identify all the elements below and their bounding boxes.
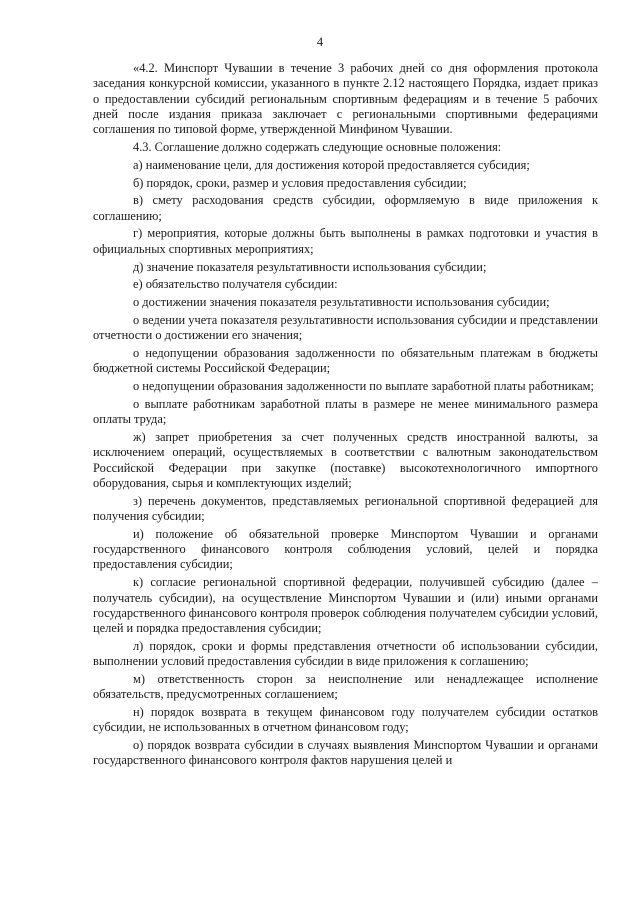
paragraph-4-2: «4.2. Минспорт Чувашии в течение 3 рабочих дней со дня оформления протокола заседания конкурсной комиссии, указанного в пункте 2.12 настоящего Порядка, издает приказ о предоставлении субсидий региональным спортивным федерациям и в течение 5 рабочих дней после издания приказа заключает с региональными спортивными федерациями соглашения по типовой форме, утвержденной Минфином Чувашии.: [93, 61, 598, 137]
list-item-n: н) порядок возврата в текущем финансовом году получателем субсидии остатков субсидии, не использованных в отчетном финансовом году;: [93, 705, 598, 735]
list-item-v: в) смету расходования средств субсидии, оформляемую в виде приложения к соглашению;: [93, 193, 598, 223]
list-item-z: з) перечень документов, представляемых региональной спортивной федерацией для получения субсидии;: [93, 493, 598, 524]
list-item-g: г) мероприятия, которые должны быть выполнены в рамках подготовки и участия в официальных спортивных мероприятиях;: [93, 226, 598, 256]
list-item-i: и) положение об обязательной проверке Минспортом Чувашии и органами государственного финансового контроля соблюдения условий, целей и порядка предоставления субсидии;: [93, 526, 598, 572]
list-item-m: м) ответственность сторон за неисполнение или ненадлежащее исполнение обязательств, предусмотренных соглашением;: [93, 671, 598, 702]
list-item-k: к) согласие региональной спортивной федерации, получившей субсидию (далее – получатель субсидии), на осуществление Минспортом Чувашии и (или) иными органами государственного финансового контроля проверок соблюдения получателем субсидии условий, целей и порядка предоставления субсидии;: [93, 575, 598, 636]
list-item-b: б) порядок, сроки, размер и условия предоставления субсидии;: [133, 175, 467, 190]
list-item-e: е) обязательство получателя субсидии:: [133, 277, 338, 292]
list-item-o: о) порядок возврата субсидии в случаях выявления Минспортом Чувашии и органами государственного финансового контроля фактов нарушения целей и: [93, 738, 598, 768]
obligation-item-3: о недопущении образования задолженности по обязательным платежам в бюджеты бюджетной системы Российской Федерации;: [93, 346, 598, 376]
list-item-a: а) наименование цели, для достижения которой предоставляется субсидия;: [133, 157, 530, 172]
list-item-l: л) порядок, сроки и формы представления отчетности об использовании субсидии, выполнении условий предоставления субсидии в виде приложения к соглашению;: [93, 638, 598, 669]
paragraph-4-3: 4.3. Соглашение должно содержать следующие основные положения:: [133, 139, 502, 154]
obligation-item-5: о выплате работникам заработной платы в размере не менее минимального размера оплаты труда;: [93, 396, 598, 427]
page-number: 4: [316, 35, 324, 49]
obligation-item-2: о ведении учета показателя результативности использования субсидии и представлении отчетности о достижении его значения;: [93, 312, 598, 343]
document-body: [93, 61, 598, 771]
obligation-item-4: о недопущении образования задолженности по выплате заработной платы работникам;: [133, 379, 594, 394]
list-item-zh: ж) запрет приобретения за счет полученных средств иностранной валюты, за исключением операций, осуществляемых в соответствии с валютным законодательством Российской Федерации при закупке (поставке) высокотехнологичного импортного оборудования, сырья и комплектующих изделий;: [93, 430, 598, 490]
list-item-d: д) значение показателя результативности использования субсидии;: [133, 259, 487, 274]
obligation-item-1: о достижении значения показателя результативности использования субсидии;: [133, 295, 550, 310]
